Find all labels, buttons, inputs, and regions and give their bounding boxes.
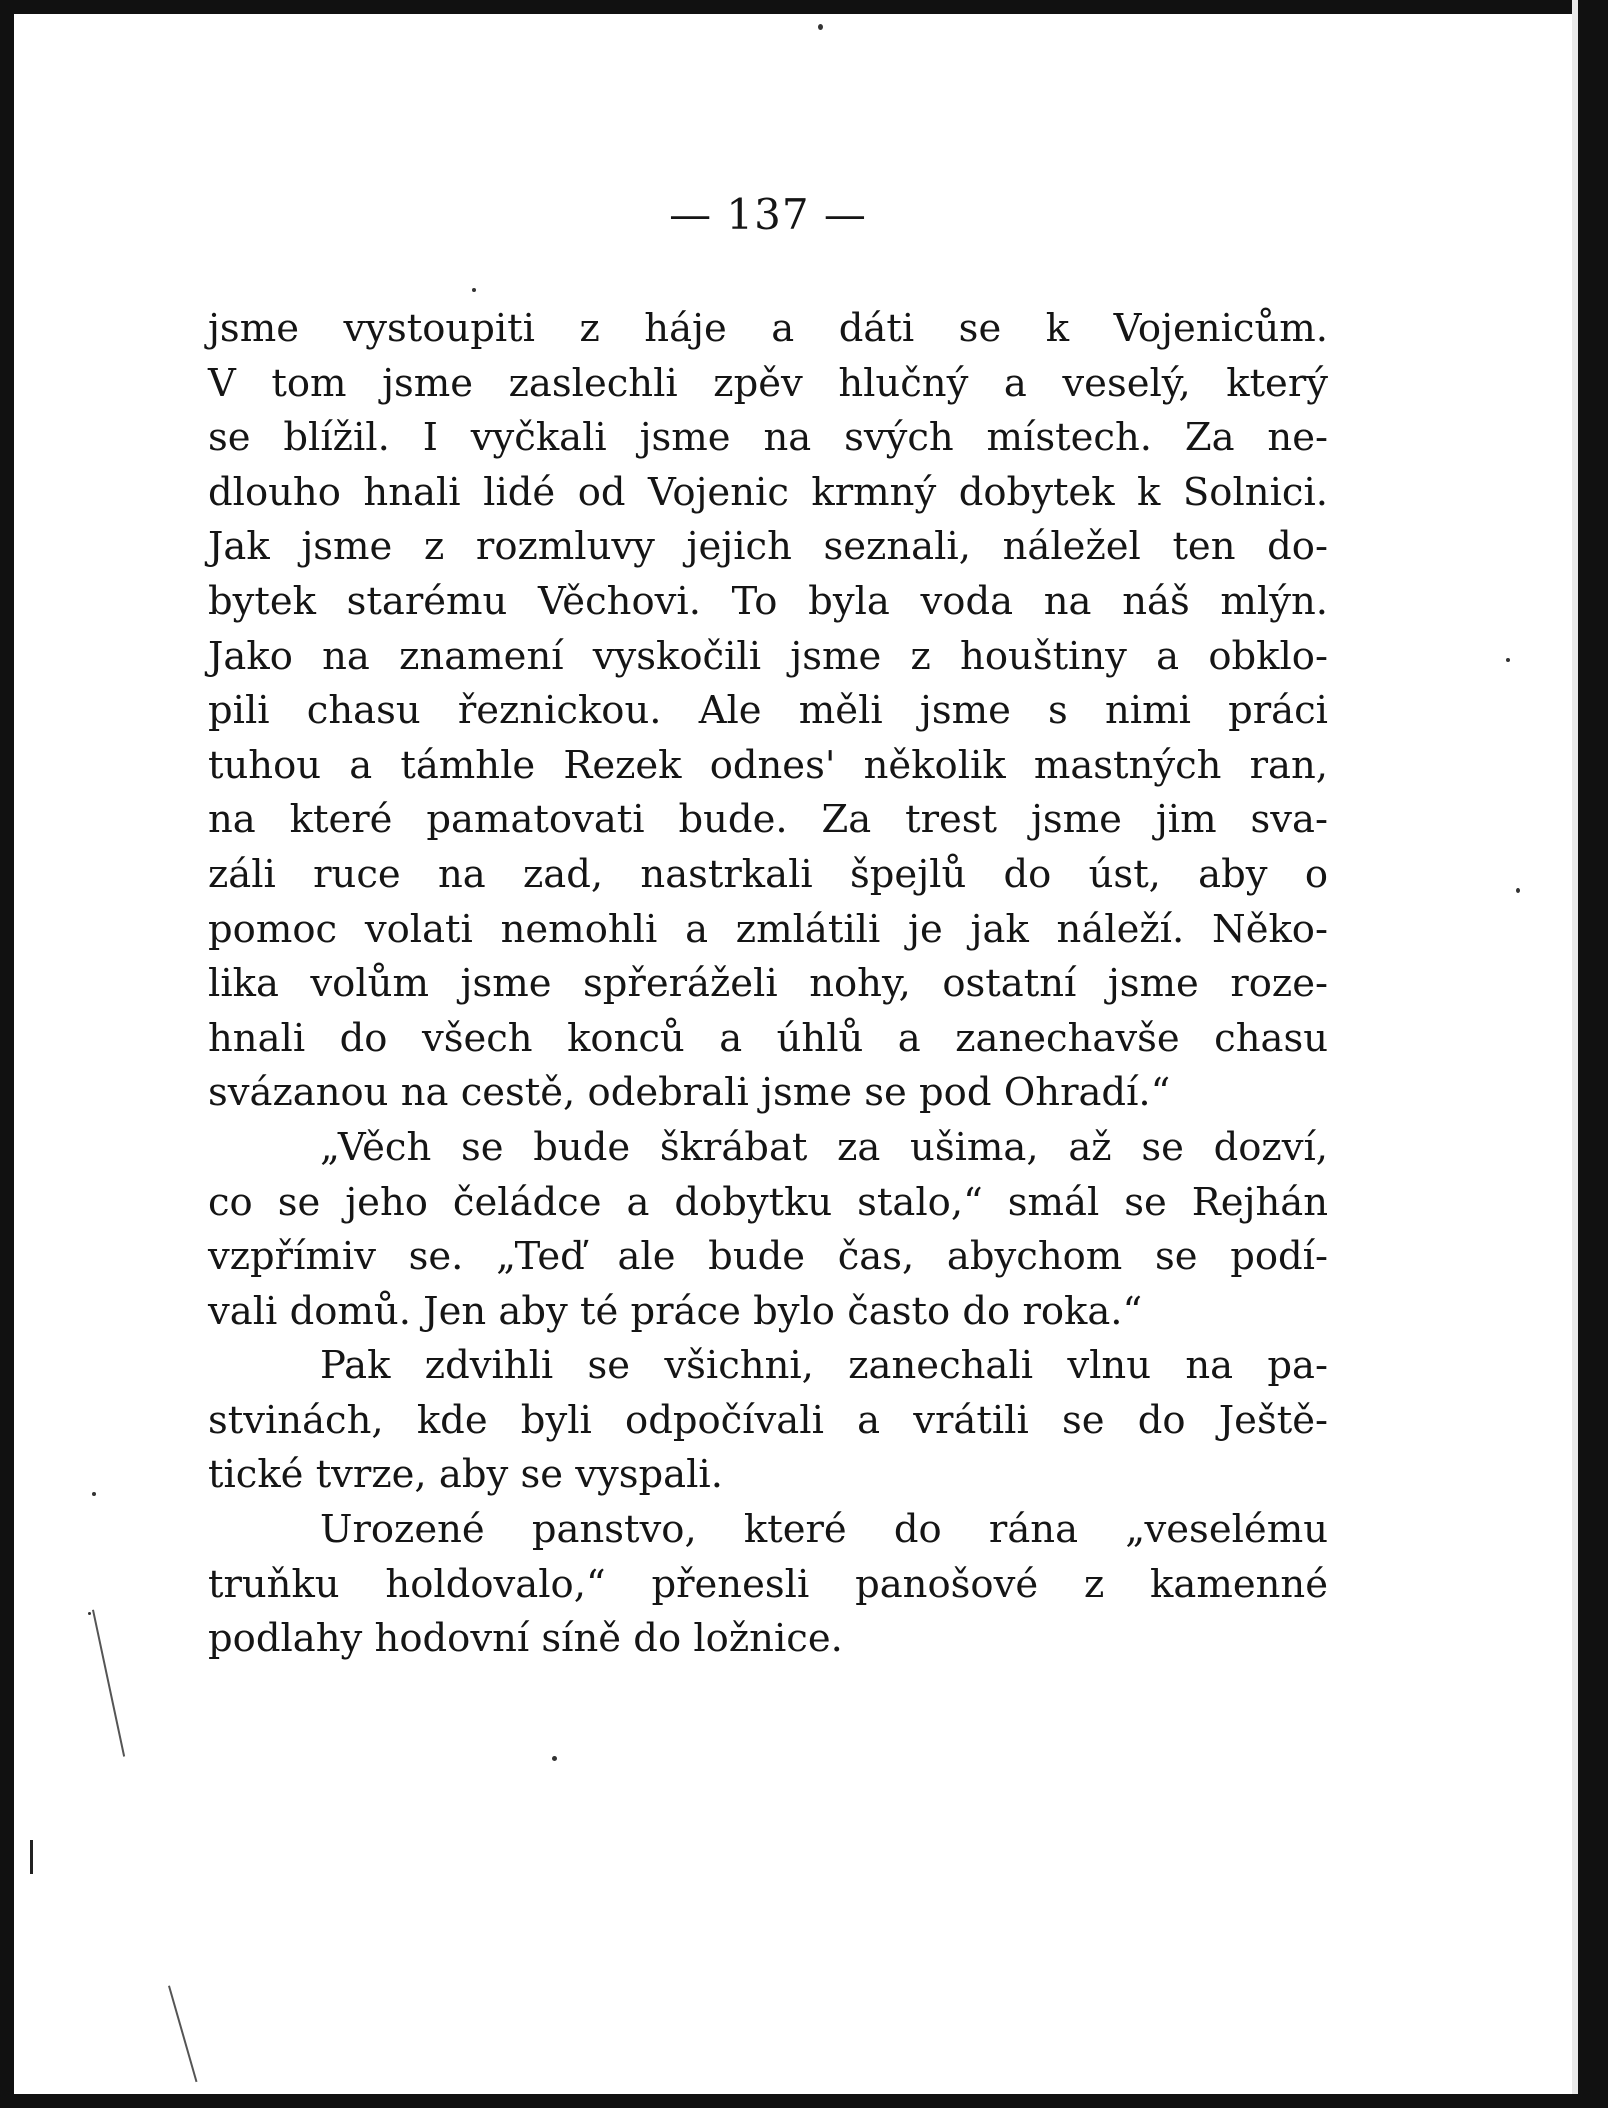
text-line: tuhou a támhle Rezek odnes' několik mastných ran,: [208, 742, 1328, 788]
book-page: [208, 186, 1328, 1667]
text-line: Jak jsme z rozmluvy jejich seznali, náležel ten do-: [208, 524, 1328, 570]
text-line: pili chasu řeznickou. Ale měli jsme s nimi práci: [208, 688, 1328, 734]
text-line: záli ruce na zad, nastrkali špejlů do úst, aby o: [208, 851, 1328, 897]
text-line: co se jeho čeládce a dobytku stalo,“ smál se Rejhán: [208, 1179, 1328, 1225]
text-line: stvinách, kde byli odpočívali a vrátili se do Ještě-: [208, 1397, 1328, 1443]
scan-speck: [818, 24, 823, 30]
scan-speck: [1516, 888, 1520, 893]
scan-border-top: [0, 0, 1608, 14]
scan-streak: [92, 1610, 125, 1757]
scan-border-bottom: [0, 2094, 1608, 2108]
text-line: Jako na znamení vyskočili jsme z houštiny a obklo-: [208, 633, 1328, 679]
text-line: dlouho hnali lidé od Vojenic krmný dobytek k Solnici.: [208, 469, 1328, 515]
text-line: „Věch se bude škrábat za ušima, až se dozví,: [320, 1124, 1328, 1170]
text-line: pomoc volati nemohli a zmlátili je jak náleží. Něko-: [208, 906, 1328, 952]
page-text: [208, 302, 1328, 1667]
text-line: vzpřímiv se. „Teď ale bude čas, abychom se podí-: [208, 1234, 1328, 1280]
text-line: tické tvrze, aby se vyspali.: [208, 1452, 723, 1498]
text-line: V tom jsme zaslechli zpěv hlučný a veselý, který: [208, 360, 1328, 406]
text-line: vali domů. Jen aby té práce bylo často do roka.“: [208, 1288, 1143, 1334]
text-line: svázanou na cestě, odebrali jsme se pod Ohradí.“: [208, 1070, 1171, 1116]
scan-border-left: [0, 0, 14, 2108]
text-line: truňku holdovalo,“ přenesli panošové z kamenné: [208, 1561, 1328, 1607]
scan-streak: [168, 1985, 197, 2082]
text-line: hnali do všech konců a úhlů a zanechavše chasu: [208, 1015, 1328, 1061]
scan-streak: [30, 1840, 33, 1874]
text-line: podlahy hodovní síně do ložnice.: [208, 1616, 843, 1662]
paragraph: [208, 1121, 1328, 1339]
text-line: na které pamatovati bude. Za trest jsme jim sva-: [208, 797, 1328, 843]
text-line: Pak zdvihli se všichni, zanechali vlnu na pa-: [320, 1343, 1328, 1389]
paragraph: [208, 1503, 1328, 1667]
text-line: se blížil. I vyčkali jsme na svých místech. Za ne-: [208, 415, 1328, 461]
text-line: lika volům jsme spřeráželi nohy, ostatní jsme roze-: [208, 961, 1328, 1007]
page-number: — 137 —: [669, 190, 867, 239]
scan-speck: [92, 1492, 96, 1496]
scan-border-right: [1578, 0, 1608, 2108]
text-line: jsme vystoupiti z háje a dáti se k Vojenicům.: [208, 306, 1328, 351]
scan-speck: [88, 1612, 91, 1615]
text-line: bytek starému Věchovi. To byla voda na náš mlýn.: [208, 578, 1328, 624]
paragraph: [208, 1339, 1328, 1503]
scan-speck: [1506, 658, 1510, 662]
text-line: Urozené panstvo, které do rána „veselému: [320, 1507, 1328, 1553]
paragraph: [208, 302, 1328, 1121]
scan-speck: [552, 1756, 557, 1761]
